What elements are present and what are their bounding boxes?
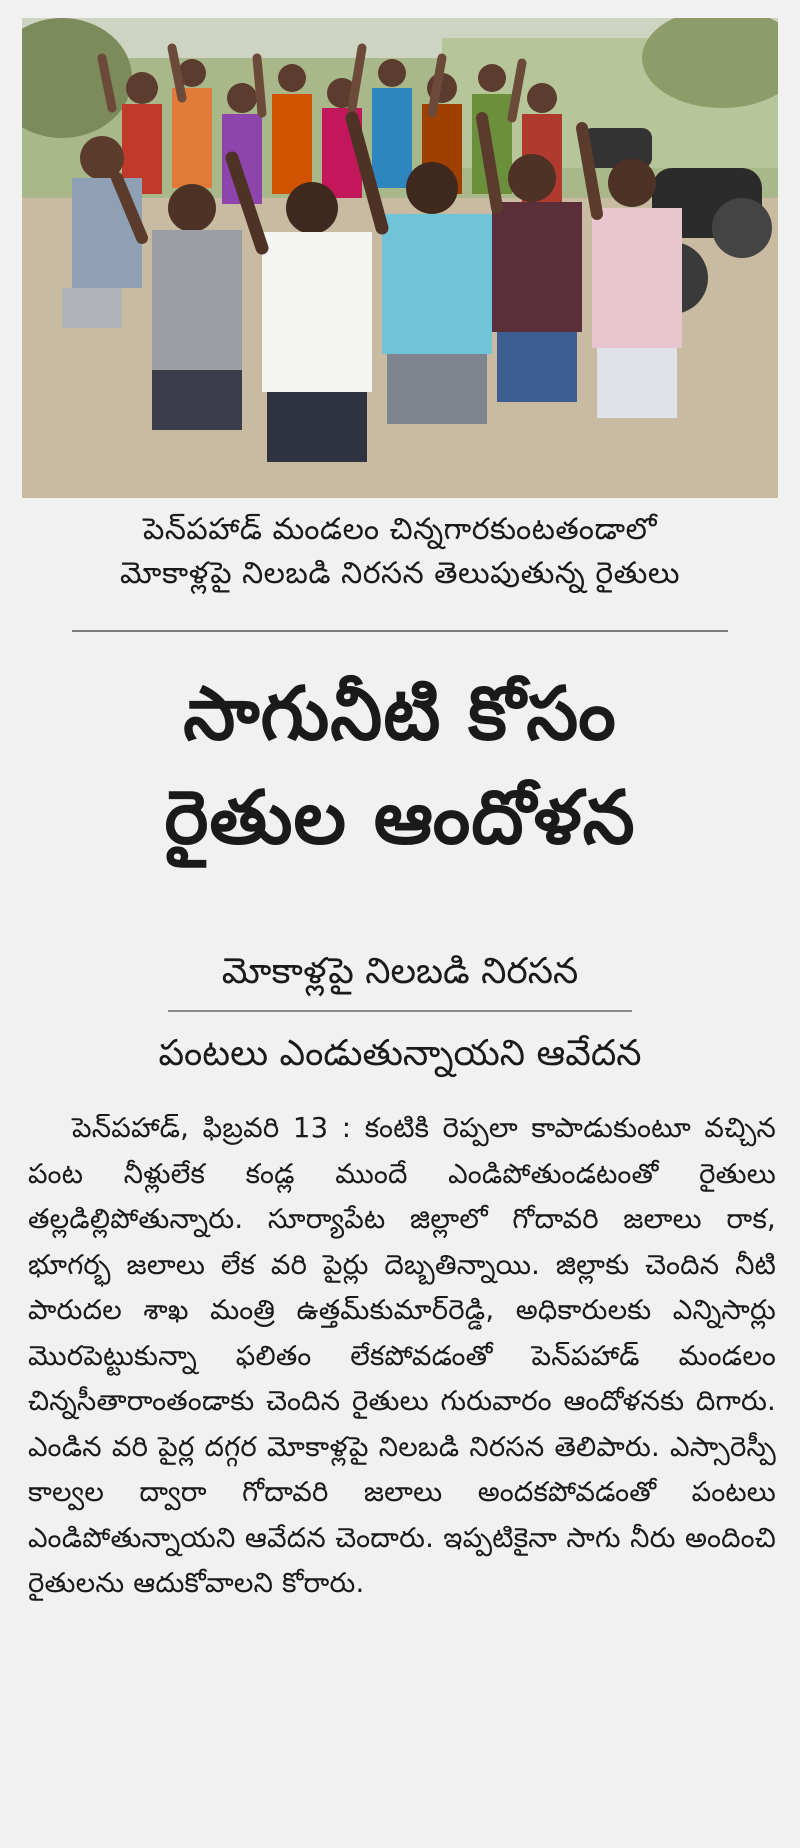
photo-caption: [30, 508, 770, 596]
subheading-second: పంటలు ఎండుతున్నాయని ఆవేదన: [158, 1033, 642, 1074]
headline: [0, 662, 800, 870]
photo-caption-line-2: మోకాళ్లపై నిలబడి నిరసన తెలుపుతున్న రైతులు: [120, 556, 680, 591]
article-body: పెన్‌పహాడ్, ఫిబ్రవరి 13 : కంటికి రెప్పలా కాపాడుకుంటూ వచ్చిన పంట నీళ్లులేక కండ్ల ముందే ఎండిపోతుండటంతో రైతులు తల్లడిల్లిపోతున్నారు. సూర్యాపేట జిల్లాలో గోదావరి జలాలు రాక, భూగర్భ జలాలు లేక వరి పైర్లు దెబ్బతిన్నాయి. జిల్లాకు చెందిన నీటి పారుదల శాఖ మంత్రి ఉత్తమ్‌కుమార్‌రెడ్డి, అధికారులకు ఎన్నిసార్లు మొరపెట్టుకున్నా ఫలితం లేకపోవడంతో పెన్‌పహాడ్ మండలం చిన్నసీతారాంతండాకు చెందిన రైతులు గురువారం ఆందోళనకు దిగారు. ఎండిన వరి పైర్ల దగ్గర మోకాళ్లపై నిలబడి నిరసన తెలిపారు. ఎస్సారెస్పీ కాల్వల ద్వారా గోదావరి జలాలు అందకపోవడంతో పంటలు ఎండిపోతున్నాయని ఆవేదన చెందారు. ఇప్పటికైనా సాగు నీరు అందించి రైతులను ఆదుకోవాలని కోరారు.: [28, 1112, 776, 1599]
headline-line-2: రైతుల ఆందోళన: [164, 775, 636, 861]
subheading-divider: [168, 1010, 632, 1012]
subheading-first: మోకాళ్లపై నిలబడి నిరసన: [221, 951, 579, 992]
protest-photo: [22, 18, 778, 498]
photo-caption-line-1: పెన్‌పహాడ్ మండలం చిన్నగారకుంటతండాలో: [143, 512, 657, 547]
headline-line-1: సాగునీటి కోసం: [183, 671, 617, 757]
caption-divider: [72, 630, 728, 632]
protest-photo-illustration: [22, 18, 778, 498]
